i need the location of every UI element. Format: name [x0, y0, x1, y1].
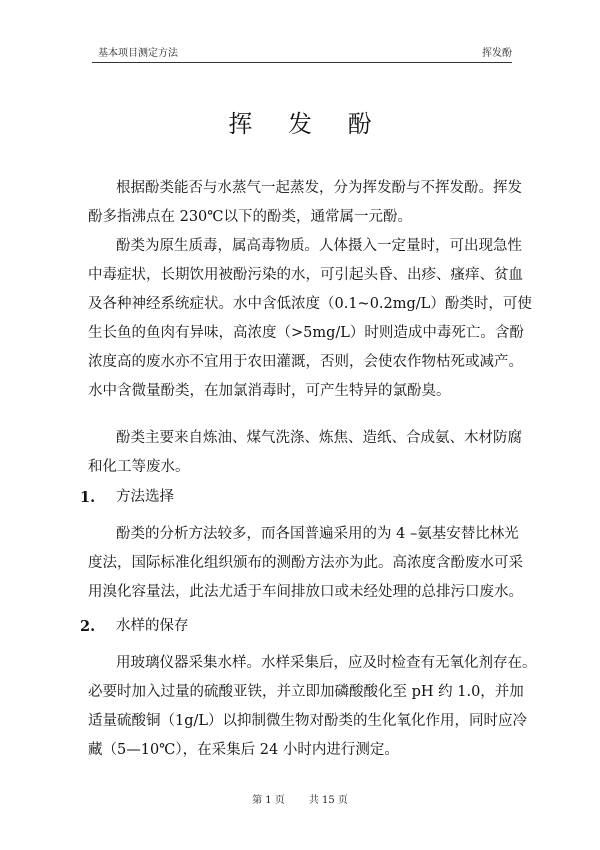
section-title: 水样的保存: [116, 618, 189, 634]
paragraph-storage: [88, 649, 537, 765]
document-title: 挥 发 酚: [228, 110, 386, 138]
paragraph-sources: [88, 424, 520, 482]
paragraph-line: 藏（5—10℃），在采集后 24 小时内进行测定。: [88, 742, 399, 758]
page-total: 共 15 页: [308, 795, 348, 806]
paragraph-toxicity: [88, 232, 532, 406]
section-number: 2.: [80, 618, 96, 635]
paragraph-line: 度法，国际标准化组织颁布的测酚方法亦为此。高浓度含酚废水可采: [88, 555, 523, 571]
page-number: 第 1 页: [252, 795, 285, 806]
paragraph-line: 酚类主要来自炼油、煤气洗涤、炼焦、造纸、合成氨、木材防腐: [116, 430, 522, 446]
paragraph-intro: [88, 174, 520, 232]
paragraph-line: 必要时加入过量的硫酸亚铁，并立即加磷酸酸化至 pH 约 1.0，并加: [88, 684, 524, 700]
section-number: 1.: [80, 489, 96, 506]
paragraph-methods: [88, 520, 523, 607]
page-footer: [0, 791, 600, 806]
page-header: [92, 40, 512, 63]
paragraph-line: 用溴化容量法，此法尤适于车间排放口或未经处理的总排污口废水。: [88, 584, 523, 600]
paragraph-line: 根据酚类能否与水蒸气一起蒸发，分为挥发酚与不挥发酚。挥发: [116, 180, 522, 196]
paragraph-line: 及各种神经系统症状。水中含低浓度（0.1~0.2mg/L）酚类时，可使: [88, 296, 532, 312]
paragraph-line: 浓度高的废水亦不宜用于农田灌溉，否则，会使农作物枯死或减产。: [88, 354, 523, 370]
paragraph-line: 酚类的分析方法较多，而各国普遍采用的为 4 –氨基安替比林光: [116, 526, 519, 542]
header-left-text: 基本项目测定方法: [98, 48, 178, 59]
paragraph-line: 酚多指沸点在 230℃以下的酚类，通常属一元酚。: [88, 209, 413, 225]
paragraph-line: 和化工等废水。: [88, 459, 190, 475]
section-title: 方法选择: [116, 489, 174, 505]
paragraph-line: 适量硫酸铜（1g/L）以抑制微生物对酚类的生化氧化作用，同时应冷: [88, 713, 528, 729]
paragraph-line: 用玻璃仪器采集水样。水样采集后，应及时检查有无氧化剂存在。: [116, 655, 537, 671]
paragraph-line: 生长鱼的鱼肉有异味，高浓度（>5mg/L）时则造成中毒死亡。含酚: [88, 325, 524, 341]
paragraph-line: 酚类为原生质毒，属高毒物质。人体摄入一定量时，可出现急性: [116, 238, 522, 254]
paragraph-line: 中毒症状，长期饮用被酚污染的水，可引起头昏、出疹、瘙痒、贫血: [88, 267, 523, 283]
paragraph-line: 水中含微量酚类，在加氯消毒时，可产生特异的氯酚臭。: [88, 383, 451, 399]
header-right-text: 挥发酚: [482, 48, 512, 59]
